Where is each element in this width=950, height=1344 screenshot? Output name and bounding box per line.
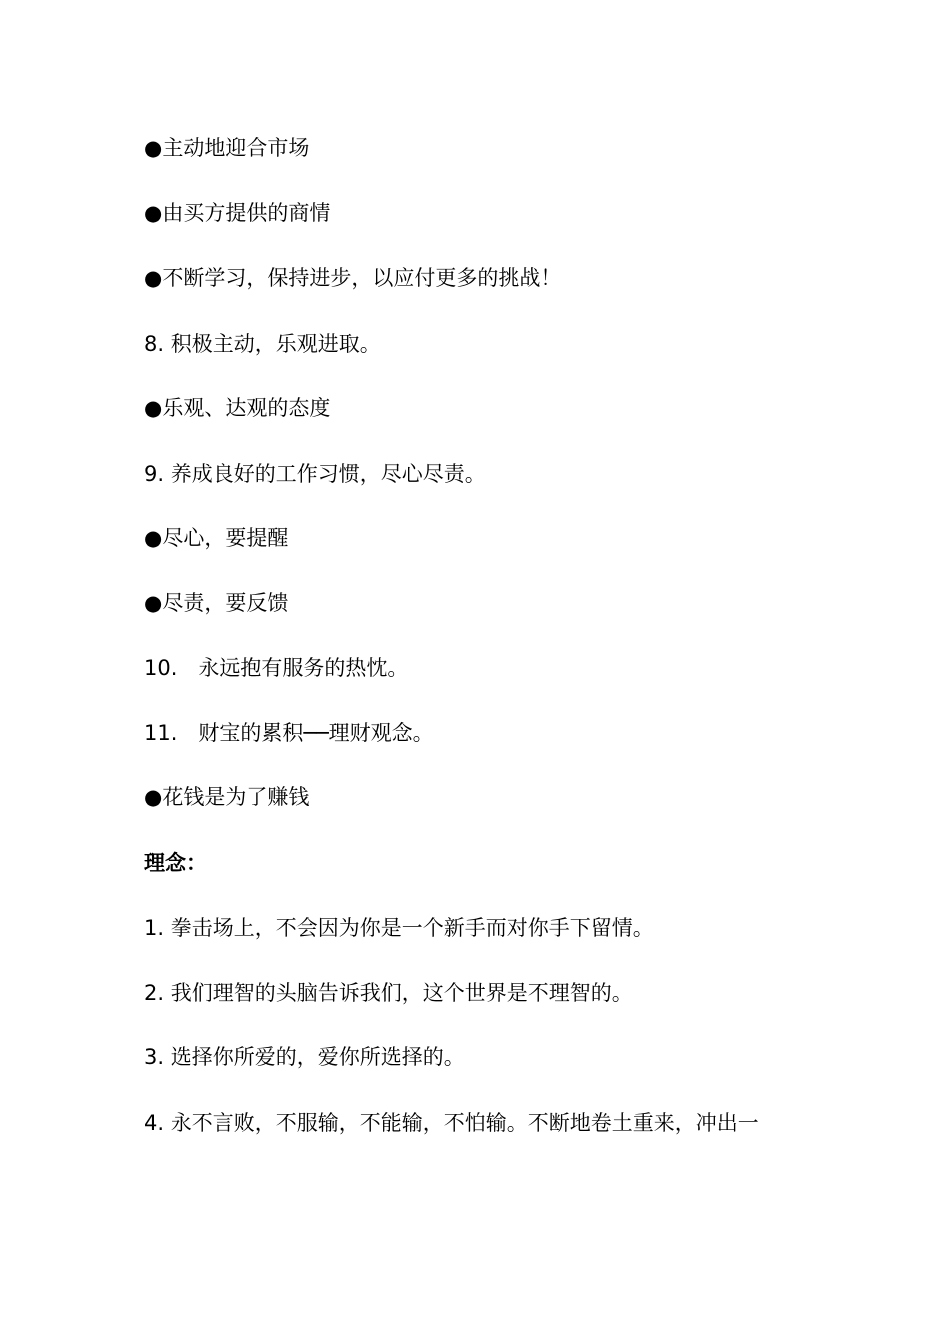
numbered-item: 3. 选择你所爱的，爱你所选择的。 <box>144 1045 465 1069</box>
text-line: ●尽心，要提醒 <box>144 526 289 550</box>
text-line: ●不断学习，保持进步，以应付更多的挑战！ <box>144 266 562 290</box>
numbered-item: 11. 财宝的累积──理财观念。 <box>144 721 434 745</box>
section-heading: 理念： <box>144 851 207 875</box>
numbered-item: 4. 永不言败，不服输，不能输，不怕输。不断地卷土重来，冲出一 <box>144 1111 759 1135</box>
numbered-item: 10. 永远抱有服务的热忱。 <box>144 656 409 680</box>
numbered-item: 9. 养成良好的工作习惯，尽心尽责。 <box>144 462 486 486</box>
text-line: ●尽责，要反馈 <box>144 591 289 615</box>
numbered-item: 1. 拳击场上，不会因为你是一个新手而对你手下留情。 <box>144 916 654 940</box>
text-line: ●由买方提供的商情 <box>144 201 331 225</box>
text-line: ●乐观、达观的态度 <box>144 396 331 420</box>
numbered-item: 8. 积极主动，乐观进取。 <box>144 332 381 356</box>
numbered-item: 2. 我们理智的头脑告诉我们，这个世界是不理智的。 <box>144 981 633 1005</box>
text-line: ●主动地迎合市场 <box>144 136 310 160</box>
text-line: ●花钱是为了赚钱 <box>144 785 310 809</box>
